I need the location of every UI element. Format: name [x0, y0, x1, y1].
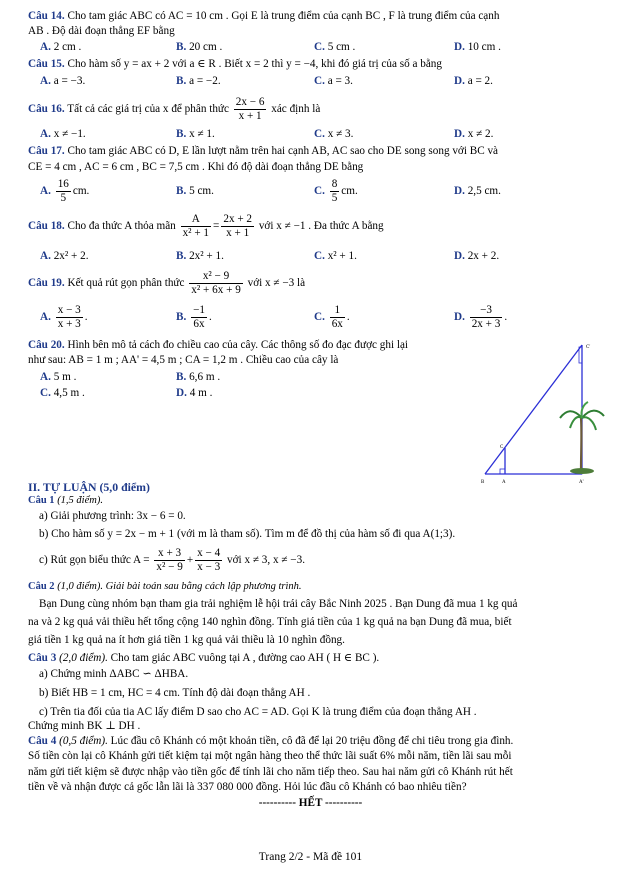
- q19-line: Câu 19. Kết quả rút gọn phân thức $\frac{\text{x² − 9}}{\text{x² + 6x + 9}}$ với x ≠ −3 là: [28, 269, 306, 296]
- q14-option-b: B. 20 cm .: [176, 41, 223, 53]
- q16-option-c: C. x ≠ 3.: [314, 128, 354, 140]
- q19-option-d: D. $\frac{-3}{2x + 3}$ .: [454, 303, 508, 330]
- q14-option-a: A. 2 cm .: [40, 41, 82, 53]
- q18-option-b: B. 2x² + 1.: [176, 250, 224, 262]
- q19-option-c: C. $\frac{1}{6x}$ .: [314, 303, 350, 330]
- q16-fraction: $\frac{2x - 6}{x + 1}$: [235, 95, 265, 122]
- label-c-prime: C': [586, 345, 591, 350]
- c3c-line1: c) Trên tia đối của tia AC lấy điểm D sao cho AC = AD. Gọi K là trung điểm của đoạn thẳng AH .: [39, 706, 477, 718]
- q15-line: Câu 15. Cho hàm số y = ax + 2 với a ∈ R . Biết x = 2 thì y = −4, khi đó giá trị của số a bằng: [28, 58, 442, 70]
- sight-line: [485, 345, 582, 474]
- end-marker: ---------- HẾT ----------: [258, 797, 363, 809]
- c4-line1: Câu 4 (0,5 điểm). Lúc đầu cô Khánh có một khoản tiền, cô đã để lại 20 triệu đồng để chi tiêu trong gia đình.: [28, 735, 514, 747]
- q18-option-c: C. x² + 1.: [314, 250, 357, 262]
- c1a: a) Giải phương trình: 3x − 6 = 0.: [39, 510, 186, 522]
- c2-line3: giá tiền 1 kg quả na ít hơn giá tiền 1 kg quả vải thiều là 10 nghìn đồng.: [28, 634, 345, 646]
- tree-height-figure: [478, 338, 618, 486]
- part2-title: II. TỰ LUẬN (5,0 điểm): [28, 480, 150, 494]
- c1c: c) Rút gọn biểu thức A = $\frac{x + 3}{\text{x² − 9}}$ + $\frac{x - 4}{x - 3}$ với x ≠ 3, x ≠ −3.: [39, 546, 305, 573]
- q14-option-c: C. 5 cm .: [314, 41, 356, 53]
- c3b: b) Biết HB = 1 cm, HC = 4 cm. Tính độ dài đoạn thẳng AH .: [39, 687, 311, 699]
- c3a: a) Chứng minh ΔABC ∽ ΔHBA.: [39, 668, 189, 680]
- q17-line1: Câu 17. Cho tam giác ABC có D, E lần lượt nằm trên hai cạnh AB, AC sao cho DE song song với BC và: [28, 145, 499, 157]
- q15-option-b: B. a = −2.: [176, 75, 221, 87]
- c4-line4: tiền về và nhận được cả gốc lẫn lãi là 337 080 000 đồng. Hỏi lúc đầu cô Khánh có bao nhiêu tiền?: [28, 781, 467, 793]
- q16-option-b: B. x ≠ 1.: [176, 128, 215, 140]
- label-b: B: [481, 480, 485, 485]
- q16-line: Câu 16. Tất cả các giá trị của x để phân thức $\frac{2x - 6}{x + 1}$ xác định là: [28, 95, 321, 122]
- q14-label: Câu 14.: [28, 10, 65, 22]
- c3c-line2: Chứng minh BK ⊥ DH .: [28, 720, 141, 732]
- q14-line2: AB . Độ dài đoạn thẳng EF bằng: [28, 25, 175, 37]
- q20-line2: như sau: AB = 1 m ; AA' = 4,5 m ; CA = 1,2 m . Chiều cao của cây là: [28, 354, 339, 366]
- q20-line1: Câu 20. Hình bên mô tả cách đo chiều cao của cây. Các thông số đo đạc được ghi lại: [28, 339, 409, 351]
- palm-tree-icon: [560, 402, 604, 474]
- q20-option-c: C. 4,5 m .: [40, 387, 85, 399]
- c4-line3: năm gửi tiết kiệm sẽ được nhập vào tiền gốc để tính lãi cho năm tiếp theo. Sau hai năm gửi cô Khánh rút hết: [28, 766, 513, 778]
- label-a: A: [502, 480, 506, 485]
- q16-option-d: D. x ≠ 2.: [454, 128, 494, 140]
- c3-header: Câu 3 (2,0 điểm). Cho tam giác ABC vuông tại A , đường cao AH ( H ∈ BC ).: [28, 652, 380, 664]
- q20-option-a: A. 5 m .: [40, 371, 77, 383]
- label-c: C: [500, 445, 504, 450]
- c4-line2: Số tiền còn lại cô Khánh gửi tiết kiệm tại một ngân hàng theo thể thức lãi suất 6% mỗi năm, tiền lãi sau mỗi: [28, 750, 512, 762]
- right-angle-mark-stick: [500, 469, 505, 474]
- q18-line: Câu 18. Cho đa thức A thỏa mãn $\frac{A}{\text{x² + 1}}$ = $\frac{2x + 2}{x + 1}$ với x ≠ −1 . Đa thức A bằng: [28, 212, 384, 239]
- q20-option-b: B. 6,6 m .: [176, 371, 221, 383]
- q19-option-b: B. $\frac{-1}{6x}$ .: [176, 303, 212, 330]
- q19-option-a: A. $\frac{x - 3}{x + 3}$ .: [40, 303, 88, 330]
- c1-header: Câu 1 (1,5 điểm).: [28, 495, 103, 506]
- q17-line2: CE = 4 cm , AC = 6 cm , BC = 7,5 cm . Khi đó độ dài đoạn thẳng DE bằng: [28, 161, 364, 173]
- q15-option-a: A. a = −3.: [40, 75, 86, 87]
- q14-option-d: D. 10 cm .: [454, 41, 501, 53]
- q14-text1: Cho tam giác ABC có AC = 10 cm . Gọi E là trung điểm của cạnh BC , F là trung điểm của cạnh: [64, 10, 500, 22]
- q17-option-c: C. $\frac{8}{5}$ cm.: [314, 177, 358, 204]
- label-a-prime: A': [579, 480, 584, 485]
- q16-option-a: A. x ≠ −1.: [40, 128, 86, 140]
- q17-option-b: B. 5 cm.: [176, 185, 214, 197]
- c2-line1: Bạn Dung cùng nhóm bạn tham gia trải nghiệm lễ hội trái cây Bắc Ninh 2025 . Bạn Dung đã mua 1 kg quả: [39, 598, 518, 610]
- c1b: b) Cho hàm số y = 2x − m + 1 (với m là tham số). Tìm m để đồ thị của hàm số đi qua A(1;3).: [39, 528, 456, 540]
- q18-option-d: D. 2x + 2.: [454, 250, 500, 262]
- q14-line1: [28, 9, 499, 23]
- q17-option-d: D. 2,5 cm.: [454, 185, 501, 197]
- c2-header: Câu 2 (1,0 điểm). Giải bài toán sau bằng cách lập phương trình.: [28, 581, 302, 592]
- q17-option-a: A. $\frac{16}{5}$ cm.: [40, 177, 90, 204]
- q15-option-c: C. a = 3.: [314, 75, 353, 87]
- q20-option-d: D. 4 m .: [176, 387, 213, 399]
- c2-line2: na và 2 kg quả vải thiều hết tổng cộng 140 nghìn đồng. Tính giá tiền của 1 kg quả na bạn Dung đã mua, biết: [28, 616, 512, 628]
- q15-label: Câu 15.: [28, 58, 65, 70]
- q15-option-d: D. a = 2.: [454, 75, 493, 87]
- q18-option-a: A. 2x² + 2.: [40, 250, 89, 262]
- page-footer: Trang 2/2 - Mã đề 101: [258, 851, 363, 863]
